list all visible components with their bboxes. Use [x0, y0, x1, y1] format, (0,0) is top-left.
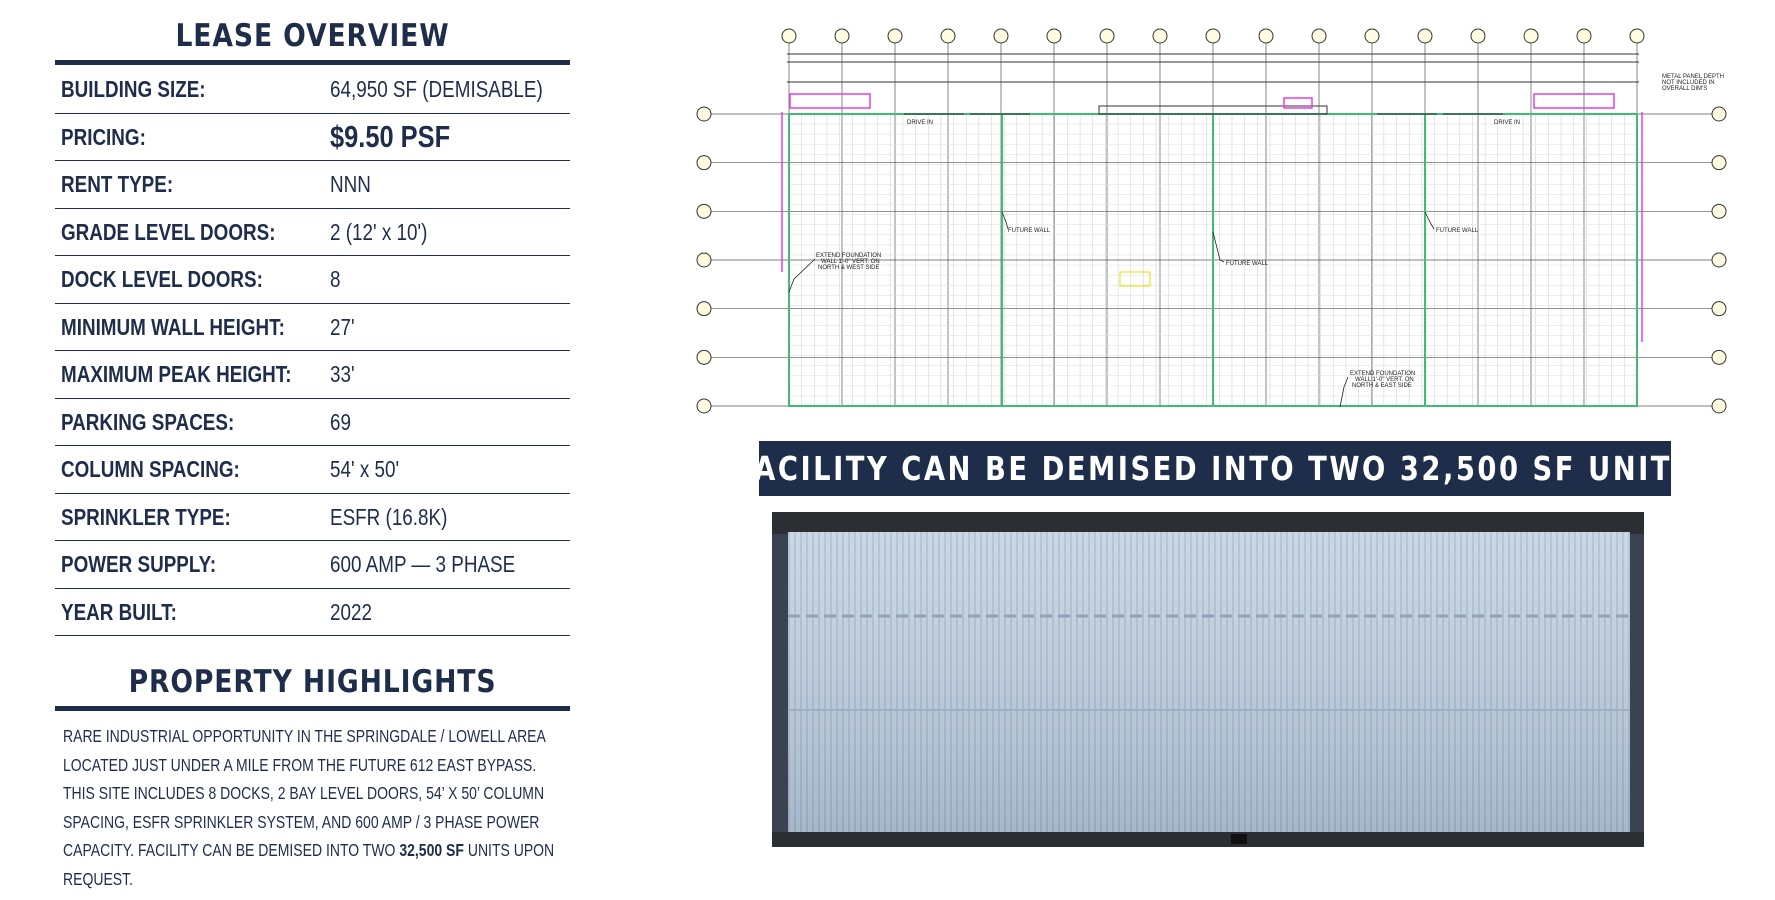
dock-doors — [904, 106, 1503, 114]
metal-panel-line-2: NOT INCLUDED IN — [1662, 80, 1715, 86]
lease-row-value: 2 (12' x 10') — [330, 218, 428, 245]
lease-row-label: SPRINKLER TYPE: — [61, 503, 231, 530]
lease-row-value: $9.50 PSF — [330, 118, 451, 154]
drive-in-right-label: DRIVE IN — [1494, 120, 1521, 126]
plan-grid — [697, 29, 1726, 413]
drive-in-left-label: DRIVE IN — [907, 120, 934, 126]
lease-row-label: RENT TYPE: — [61, 171, 174, 197]
title-rule — [55, 60, 570, 65]
lease-table — [55, 66, 570, 636]
roof-hatch — [1231, 834, 1247, 844]
roof-shade — [788, 532, 1630, 832]
desc-end: UNITS UPON REQUEST. — [63, 840, 555, 889]
lease-row — [55, 256, 570, 304]
lease-row-value: 8 — [330, 266, 341, 292]
lease-row-value: 54' x 50' — [330, 456, 400, 482]
parapet-top — [772, 512, 1644, 534]
extend-ne-line-1: EXTEND FOUNDATION — [1350, 371, 1416, 377]
lease-row-value: 27' — [330, 313, 355, 340]
highlights-rule — [55, 706, 570, 711]
lease-row-label: YEAR BUILT: — [61, 598, 177, 625]
lease-row-label: POWER SUPPLY: — [61, 551, 217, 577]
extend-nw-line-1: EXTEND FOUNDATION — [816, 253, 882, 259]
future-wall-label-3: FUTURE WALL — [1436, 228, 1479, 234]
lease-row-value: 2022 — [330, 598, 372, 625]
lease-row-value: 64,950 SF (DEMISABLE) — [330, 76, 543, 102]
demise-banner-text: FACILITY CAN BE DEMISED INTO TWO 32,500 SF UNITS — [735, 449, 1695, 488]
lease-row-label: DOCK LEVEL DOORS: — [61, 266, 263, 292]
lease-row — [55, 589, 570, 637]
lease-row — [55, 209, 570, 257]
lease-row-value: 69 — [330, 408, 351, 435]
lease-row — [55, 494, 570, 542]
extend-nw-line-3: NORTH & WEST SIDE — [818, 265, 880, 271]
lease-row-value: NNN — [330, 171, 371, 197]
metal-panel-line-1: METAL PANEL DEPTH — [1662, 74, 1725, 80]
leader-lines — [789, 212, 1434, 407]
aerial-roof-photo — [772, 512, 1644, 847]
lease-row — [55, 161, 570, 209]
yellow-marker — [1120, 272, 1150, 286]
lease-row-label: GRADE LEVEL DOORS: — [61, 218, 276, 245]
lease-row-label: COLUMN SPACING: — [61, 456, 240, 482]
lease-row — [55, 399, 570, 447]
lease-row — [55, 541, 570, 589]
future-wall-label-1: FUTURE WALL — [1008, 228, 1051, 234]
lease-overview-title: LEASE OVERVIEW — [175, 18, 450, 54]
extend-nw-line-2: WALL 1'-0" VERT. ON — [821, 259, 880, 265]
extend-ne-line-2: WALL 1'-0" VERT. ON — [1355, 377, 1414, 383]
desc-text: RARE INDUSTRIAL OPPORTUNITY IN THE SPRINGDALE / LOWELL AREA LOCATED JUST UNDER A MILE FROM THE FUTURE 612 EAST BYPASS. THIS SITE INCLUDES 8 DOCKS, 2 BAY LEVEL DOORS, 54’ X 50’ COLUMN SPACING, ESFR SPRINKLER SYSTEM, AND 600 AMP / 3 PHASE POWER CAPACITY. FACILITY CAN BE DEMISED INTO TWO — [63, 726, 546, 860]
floor-plan-drawing — [694, 22, 1730, 422]
highlights-description — [63, 722, 559, 893]
demise-banner — [735, 441, 1695, 496]
lease-row — [55, 351, 570, 399]
lease-row-label: PARKING SPACES: — [61, 408, 235, 435]
lease-row-value: 600 AMP — 3 PHASE — [330, 551, 516, 577]
future-wall-label-2: FUTURE WALL — [1226, 261, 1269, 267]
metal-panel-line-3: OVERALL DIM'S — [1662, 86, 1708, 92]
lease-row — [55, 446, 570, 494]
desc-bold: 32,500 SF — [399, 840, 464, 860]
lease-row-label: MINIMUM WALL HEIGHT: — [61, 313, 285, 340]
lease-row-label: MAXIMUM PEAK HEIGHT: — [61, 361, 292, 387]
parapet-bottom — [772, 832, 1644, 847]
property-highlights-title: PROPERTY HIGHLIGHTS — [128, 664, 497, 700]
lease-row-label: PRICING: — [61, 123, 146, 150]
lease-row-label: BUILDING SIZE: — [61, 76, 206, 102]
lease-row-value: 33' — [330, 361, 355, 387]
extend-ne-line-3: NORTH & EAST SIDE — [1352, 383, 1412, 389]
lease-row — [55, 66, 570, 114]
lease-row — [55, 304, 570, 352]
lease-row-value: ESFR (16.8K) — [330, 503, 448, 530]
magenta-markings — [782, 94, 1730, 342]
lease-row — [55, 114, 570, 162]
